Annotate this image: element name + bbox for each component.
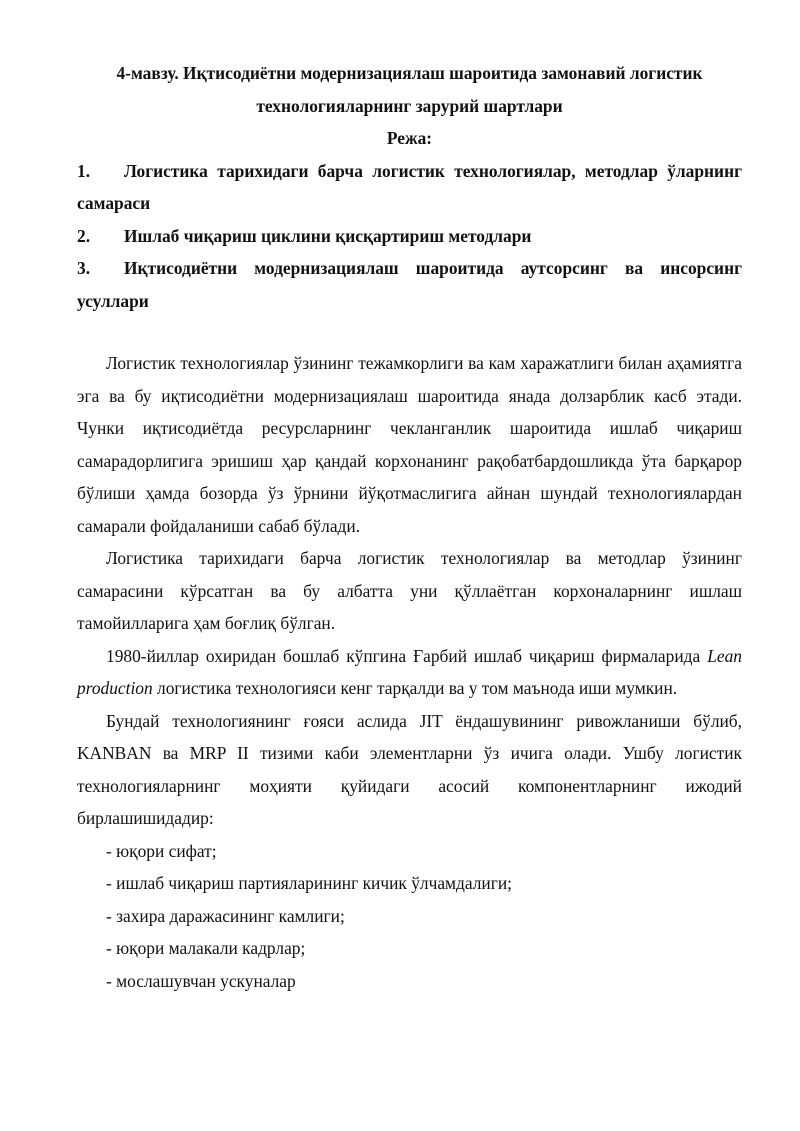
body-paragraph: Бундай технологиянинг ғояси аслида JIT ёндашувининг ривожланиши бўлиб, KANBAN ва MRP II тизими каби элементларни ўз ичига олади. Ушбу логистик технологияларнинг моҳияти қуйидаги асосий компонентларнинг ижодий бирлашишидадир: <box>77 710 742 828</box>
plan-heading: Режа: <box>386 128 433 148</box>
list-item: - ишлаб чиқариш партияларининг кичик ўлчамдалиги; <box>106 873 513 893</box>
document-title: 4-мавзу. Иқтисодиётни модернизациялаш шароитида замонавий логистик технологияларнинг зарурий шартлари <box>116 63 703 116</box>
plan-item-number: 2. <box>77 225 91 246</box>
plan-item-text: Ишлаб чиқариш циклини қисқартириш методлари <box>124 225 532 246</box>
blank-line <box>77 317 742 347</box>
plan-item-number: 3. <box>77 258 91 278</box>
list-item: - мослашувчан ускуналар <box>106 970 296 991</box>
list-item: - захира даражасининг камлиги; <box>106 905 345 926</box>
body-paragraph: Логистик технологиялар ўзининг тежамкорлиги ва кам харажатлиги билан аҳамиятга эга ва бу иқтисодиётни модернизациялаш шароитида янада долзарблик касб этади. Чунки иқтисодиётда ресурсларнинг чекланганлик шароитида ишлаб чиқариш самарадорлигига эришиш ҳар қандай корхонанинг рақобатбардошликда ўта барқарор бўлиши ҳамда бозорда ўз ўрнини йўқотмаслигига айнан шундай технологиялардан самарали фойдаланиши сабаб бўлади. <box>77 353 742 536</box>
plan-item-text: Иқтисодиётни модернизациялаш шароитида аутсорсинг ва инсорсинг усуллари <box>77 258 742 311</box>
component-list <box>77 835 742 998</box>
plan-item <box>77 252 742 317</box>
plan-list <box>77 155 742 318</box>
body-paragraph <box>77 640 742 705</box>
paragraph-text: 1980-йиллар охиридан бошлаб кўпгина Ғарбий ишлаб чиқариш фирмаларида <box>106 645 708 666</box>
list-item: - юқори сифат; <box>106 840 217 861</box>
plan-item-text: Логистика тарихидаги барча логистик технологиялар, методлар ўларнинг самараси <box>77 160 742 213</box>
list-item: - юқори малакали кадрлар; <box>106 938 306 958</box>
plan-item-number: 1. <box>77 160 91 181</box>
paragraph-text: логистика технологияси кенг тарқалди ва у том маънода иши мумкин. <box>152 678 678 698</box>
plan-item <box>77 220 742 253</box>
plan-item <box>77 155 742 220</box>
body-paragraph: Логистика тарихидаги барча логистик технологиялар ва методлар ўзининг самарасини кўрсатган ва бу албатта уни қўллаётган корхоналарнинг ишлаш тамойилларига ҳам боғлиқ бўлган. <box>77 548 742 633</box>
italic-term: Lean production <box>77 645 742 698</box>
